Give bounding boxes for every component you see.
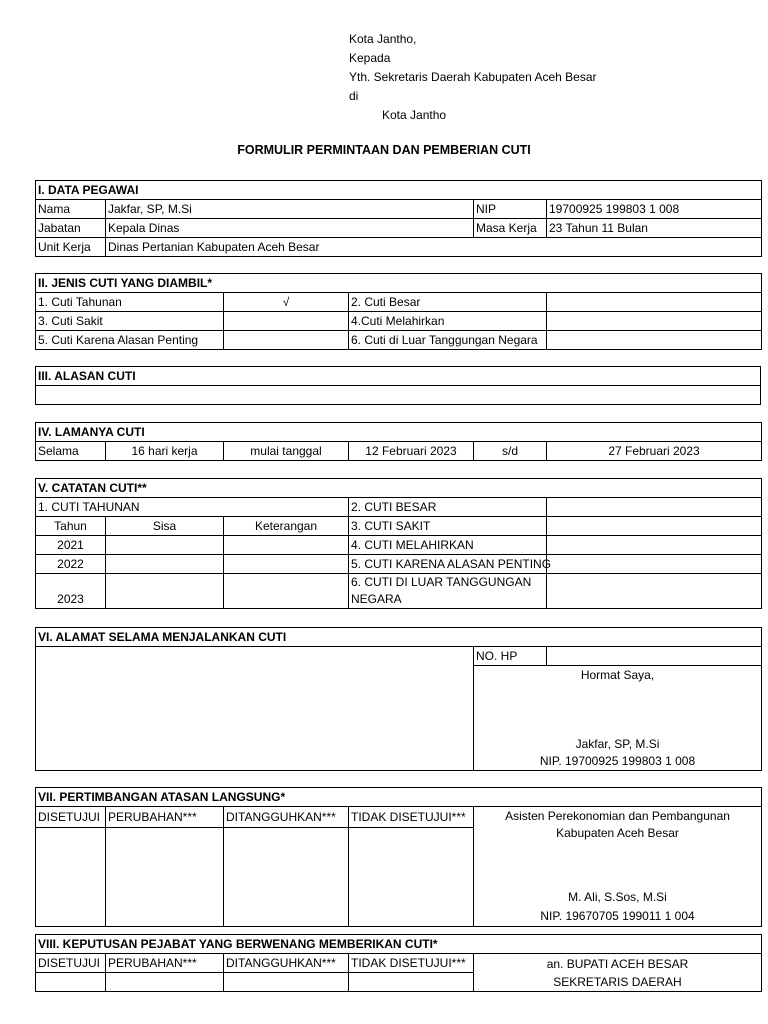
section-header: VI. ALAMAT SELAMA MENJALANKAN CUTI xyxy=(36,628,762,647)
address-recipient: Yth. Sekretaris Daerah Kabupaten Aceh Besar xyxy=(349,70,597,84)
value-sampai-tanggal[interactable]: 27 Februari 2023 xyxy=(547,442,762,461)
alamat-field[interactable] xyxy=(36,647,474,771)
address-kepada: Kepada xyxy=(349,51,391,65)
section-header: I. DATA PEGAWAI xyxy=(36,181,762,200)
address-place: Kota Jantho xyxy=(382,108,447,122)
section-header: III. ALASAN CUTI xyxy=(36,367,761,386)
value-jabatan[interactable]: Kepala Dinas xyxy=(106,219,474,238)
keterangan-2021[interactable] xyxy=(224,536,349,555)
section-header: IV. LAMANYA CUTI xyxy=(36,423,762,442)
col-tidak-disetujui: TIDAK DISETUJUI*** xyxy=(349,807,474,828)
catatan-cuti-sakit-value[interactable] xyxy=(547,517,762,536)
year-2022: 2022 xyxy=(36,555,106,574)
label-sd: s/d xyxy=(474,442,547,461)
catatan-cuti-tahunan: 1. CUTI TAHUNAN xyxy=(36,498,349,517)
cuti-luar-tanggungan-label: 6. Cuti di Luar Tanggungan Negara xyxy=(349,331,547,350)
col-disetujui: DISETUJUI xyxy=(36,807,106,828)
col-sisa: Sisa xyxy=(106,517,224,536)
address-block xyxy=(349,30,596,125)
col-perubahan: PERUBAHAN*** xyxy=(106,954,224,973)
signer-name: Jakfar, SP, M.Si xyxy=(575,737,660,751)
cuti-tahunan-check[interactable]: √ xyxy=(224,293,349,312)
perubahan-field[interactable] xyxy=(106,828,224,927)
official-title: Asisten Perekonomian dan Pembangunan Kabupaten Aceh Besar xyxy=(505,809,730,840)
section-header: VII. PERTIMBANGAN ATASAN LANGSUNG* xyxy=(36,788,762,807)
label-no-hp: NO. HP xyxy=(474,647,547,666)
tidak-disetujui-field[interactable] xyxy=(349,973,474,992)
label-nama: Nama xyxy=(36,200,106,219)
catatan-cuti-melahirkan-value[interactable] xyxy=(547,536,762,555)
section-alasan-cuti xyxy=(35,366,761,405)
catatan-cuti-sakit: 3. CUTI SAKIT xyxy=(349,517,547,536)
section-header: VIII. KEPUTUSAN PEJABAT YANG BERWENANG MEMBERIKAN CUTI* xyxy=(36,935,762,954)
tidak-disetujui-field[interactable] xyxy=(349,828,474,927)
cuti-luar-tanggungan-check[interactable] xyxy=(547,331,762,350)
catatan-cuti-luar-tanggungan-value[interactable] xyxy=(547,574,762,609)
catatan-cuti-melahirkan: 4. CUTI MELAHIRKAN xyxy=(349,536,547,555)
cuti-sakit-check[interactable] xyxy=(224,312,349,331)
sisa-2021[interactable] xyxy=(106,536,224,555)
signature-atasan xyxy=(474,807,762,927)
cuti-melahirkan-label: 4.Cuti Melahirkan xyxy=(349,312,547,331)
value-selama[interactable]: 16 hari kerja xyxy=(106,442,224,461)
address-city: Kota Jantho, xyxy=(349,32,417,46)
year-2023: 2023 xyxy=(36,574,106,609)
disetujui-field[interactable] xyxy=(36,828,106,927)
form-title: FORMULIR PERMINTAAN DAN PEMBERIAN CUTI xyxy=(237,143,531,157)
alasan-cuti-field[interactable] xyxy=(36,386,761,405)
official-nip: NIP. 19670705 199011 1 004 xyxy=(540,909,695,923)
cuti-tahunan-label: 1. Cuti Tahunan xyxy=(36,293,224,312)
label-nip: NIP xyxy=(474,200,547,219)
section-catatan-cuti xyxy=(35,478,762,609)
sisa-2023[interactable] xyxy=(106,574,224,609)
ditangguhkan-field[interactable] xyxy=(224,973,349,992)
col-ditangguhkan: DITANGGUHKAN*** xyxy=(224,954,349,973)
value-mulai-tanggal[interactable]: 12 Februari 2023 xyxy=(349,442,474,461)
disetujui-field[interactable] xyxy=(36,973,106,992)
col-tidak-disetujui: TIDAK DISETUJUI*** xyxy=(349,954,474,973)
col-ditangguhkan: DITANGGUHKAN*** xyxy=(224,807,349,828)
pejabat-line2: SEKRETARIS DAERAH xyxy=(553,975,682,989)
section-keputusan-pejabat xyxy=(35,934,762,992)
sisa-2022[interactable] xyxy=(106,555,224,574)
section-jenis-cuti xyxy=(35,273,762,350)
pejabat-line1: an. BUPATI ACEH BESAR xyxy=(546,957,689,971)
cuti-melahirkan-check[interactable] xyxy=(547,312,762,331)
value-masa-kerja[interactable]: 23 Tahun 11 Bulan xyxy=(547,219,762,238)
section-lamanya-cuti xyxy=(35,422,762,461)
catatan-cuti-alasan-penting-value[interactable] xyxy=(547,555,762,574)
label-unit-kerja: Unit Kerja xyxy=(36,238,106,257)
perubahan-field[interactable] xyxy=(106,973,224,992)
label-masa-kerja: Masa Kerja xyxy=(474,219,547,238)
section-header: V. CATATAN CUTI** xyxy=(36,479,762,498)
col-disetujui: DISETUJUI xyxy=(36,954,106,973)
value-nama[interactable]: Jakfar, SP, M.Si xyxy=(106,200,474,219)
signature-pemohon xyxy=(474,666,762,771)
catatan-cuti-besar: 2. CUTI BESAR xyxy=(349,498,547,517)
official-name: M. Ali, S.Sos, M.Si xyxy=(568,890,667,904)
catatan-cuti-luar-tanggungan: 6. CUTI DI LUAR TANGGUNGAN NEGARA xyxy=(349,574,547,609)
value-nip[interactable]: 19700925 199803 1 008 xyxy=(547,200,762,219)
col-perubahan: PERUBAHAN*** xyxy=(106,807,224,828)
section-alamat xyxy=(35,627,762,771)
cuti-besar-check[interactable] xyxy=(547,293,762,312)
label-mulai-tanggal: mulai tanggal xyxy=(224,442,349,461)
section-header: II. JENIS CUTI YANG DIAMBIL* xyxy=(36,274,762,293)
signature-pejabat xyxy=(474,954,762,992)
label-jabatan: Jabatan xyxy=(36,219,106,238)
ditangguhkan-field[interactable] xyxy=(224,828,349,927)
value-unit-kerja[interactable]: Dinas Pertanian Kabupaten Aceh Besar xyxy=(106,238,762,257)
cuti-sakit-label: 3. Cuti Sakit xyxy=(36,312,224,331)
section-data-pegawai xyxy=(35,180,762,257)
catatan-cuti-alasan-penting: 5. CUTI KARENA ALASAN PENTING xyxy=(349,555,547,574)
cuti-alasan-penting-label: 5. Cuti Karena Alasan Penting xyxy=(36,331,224,350)
value-no-hp[interactable] xyxy=(547,647,762,666)
section-pertimbangan-atasan xyxy=(35,787,762,927)
cuti-besar-label: 2. Cuti Besar xyxy=(349,293,547,312)
address-di: di xyxy=(349,89,359,103)
signer-nip: NIP. 19700925 199803 1 008 xyxy=(539,754,696,768)
col-keterangan: Keterangan xyxy=(224,517,349,536)
keterangan-2023[interactable] xyxy=(224,574,349,609)
label-selama: Selama xyxy=(36,442,106,461)
catatan-cuti-besar-value[interactable] xyxy=(547,498,762,517)
hormat-saya: Hormat Saya, xyxy=(580,668,655,682)
col-tahun: Tahun xyxy=(36,517,106,536)
keterangan-2022[interactable] xyxy=(224,555,349,574)
cuti-alasan-penting-check[interactable] xyxy=(224,331,349,350)
year-2021: 2021 xyxy=(36,536,106,555)
